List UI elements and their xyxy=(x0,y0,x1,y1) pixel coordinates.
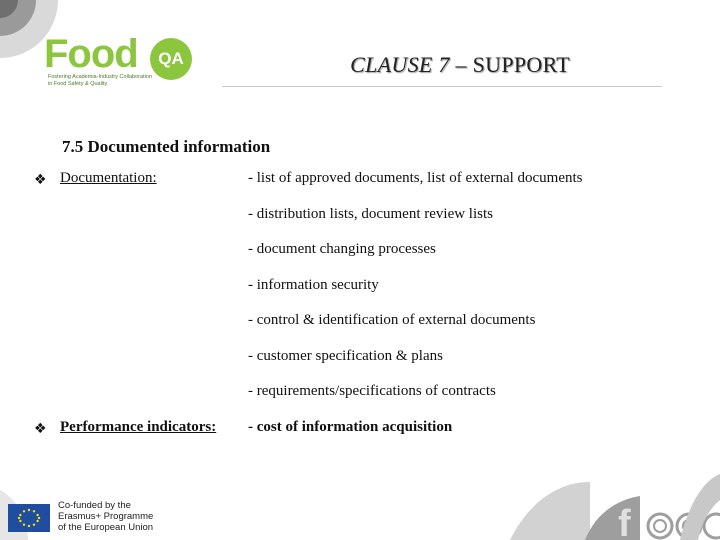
logo-badge: QA xyxy=(150,38,192,80)
section-heading: 7.5 Documented information xyxy=(62,137,271,156)
list-item: - document changing processes xyxy=(248,241,436,257)
food-qa-logo xyxy=(44,34,214,94)
corner-decoration-bottom-right xyxy=(490,460,720,540)
list-item: - customer specification & plans xyxy=(248,348,443,364)
documentation-label: Documentation: xyxy=(60,170,157,186)
eu-funding-text: Co-funded by the Erasmus+ Programme of the European Union xyxy=(58,500,154,533)
diamond-dots-icon: ❖ xyxy=(34,172,47,188)
list-item: - information security xyxy=(248,277,379,293)
title-divider xyxy=(222,86,662,87)
list-item: - control & identification of external documents xyxy=(248,312,536,328)
list-item: - distribution lists, document review lists xyxy=(248,206,493,222)
performance-indicator-value: - cost of information acquisition xyxy=(248,419,453,435)
page-title: CLAUSE 7 – SUPPORT xyxy=(350,52,570,77)
performance-indicators-label: Performance indicators: xyxy=(60,419,217,435)
logo-word: Food xyxy=(44,32,138,76)
list-item: - requirements/specifications of contracts xyxy=(248,383,496,399)
svg-text:f: f xyxy=(618,503,631,540)
eu-flag-icon xyxy=(8,504,50,532)
diamond-dots-icon: ❖ xyxy=(34,421,47,437)
logo-tagline: Fostering Academia-Industry Collaboration in Food Safety & Quality xyxy=(48,74,152,87)
list-item: - list of approved documents, list of external documents xyxy=(248,170,583,186)
